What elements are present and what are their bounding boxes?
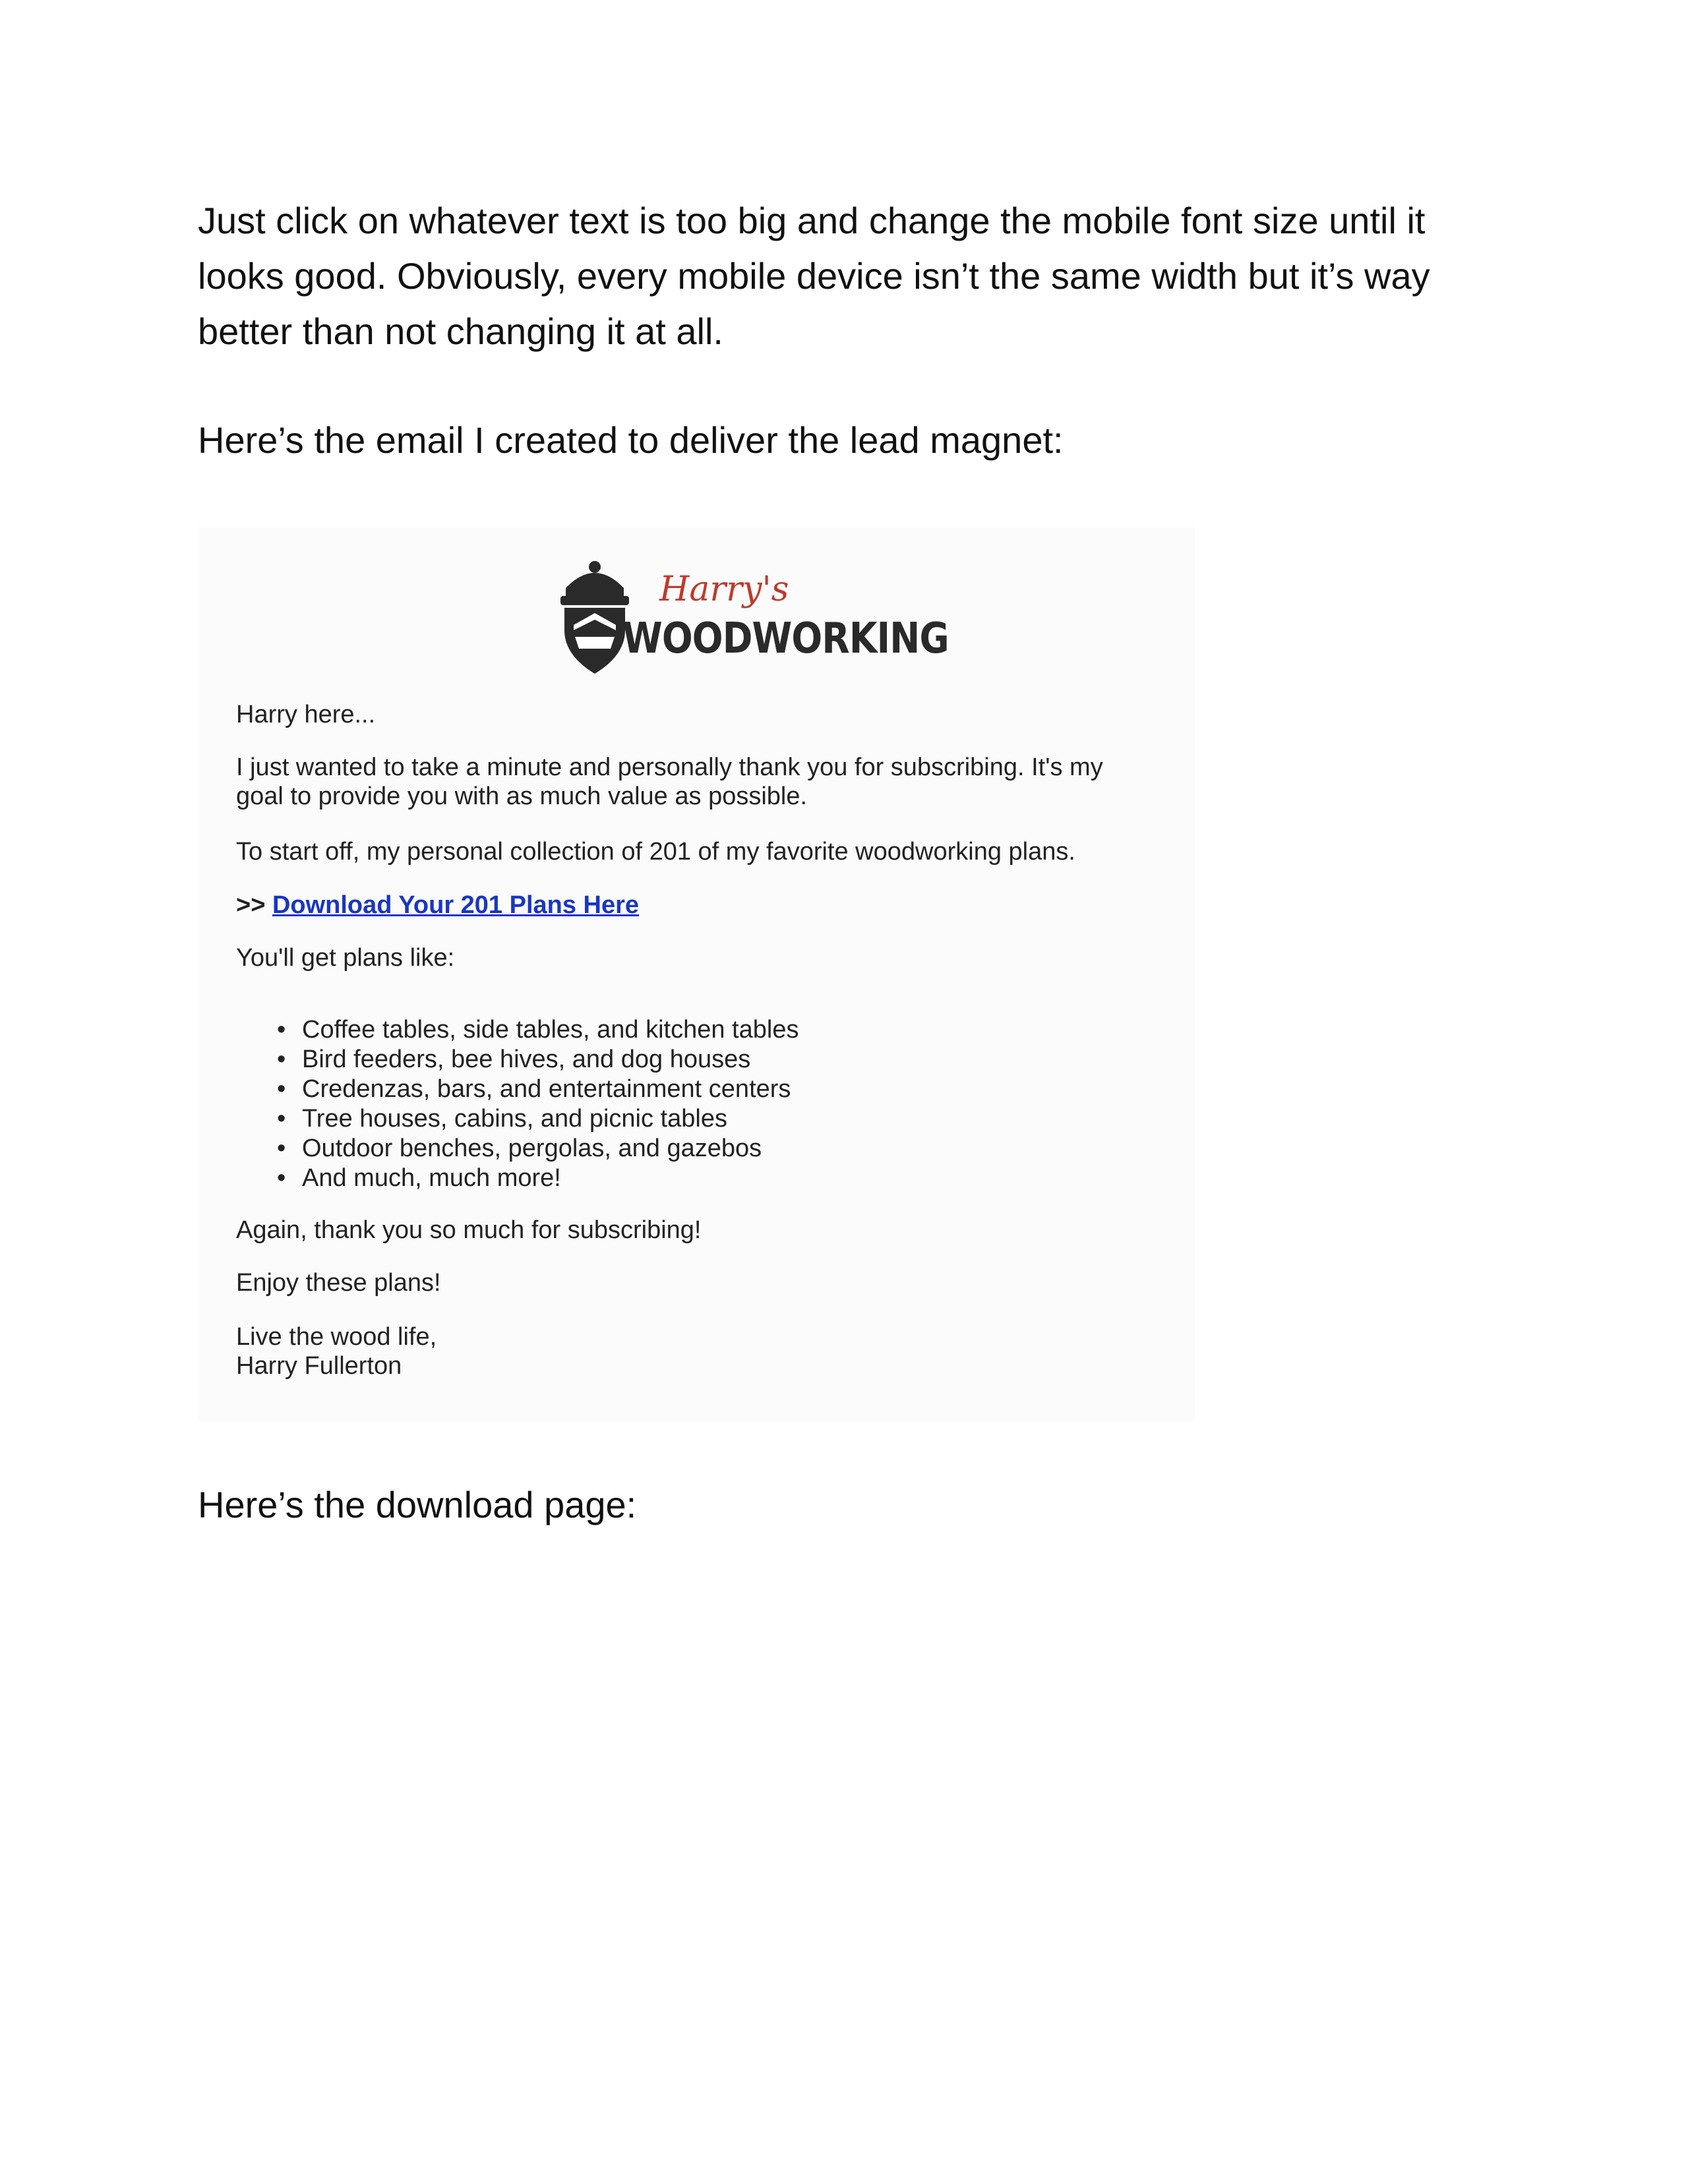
email-signoff-line-2: Harry Fullerton — [236, 1352, 402, 1380]
email-intro-line-2: goal to provide you with as much value as possible. — [236, 782, 808, 810]
link-prefix: >> — [236, 891, 266, 919]
email-intro-paragraph: Here’s the email I created to deliver the lead magnet: — [198, 419, 1064, 461]
plans-bullet-list — [277, 1015, 799, 1193]
list-item: • And much, much more! — [277, 1164, 799, 1193]
email-greeting: Harry here... — [236, 701, 376, 728]
email-intro-line-1: I just wanted to take a minute and personally thank you for subscribing. It's my — [236, 753, 1103, 781]
logo-wordmark: WOODWORKING — [622, 614, 949, 663]
list-item: • Coffee tables, side tables, and kitchen tables — [277, 1015, 799, 1045]
logo-script-text: Harry's — [659, 570, 789, 609]
intro-paragraph: Just click on whatever text is too big and change the mobile font size until it looks good. Obviously, every mobile device isn’t the same width but it’s way better than not changing it at all. — [198, 200, 1430, 352]
email-thanks: Again, thank you so much for subscribing! — [236, 1216, 702, 1244]
harrys-woodworking-logo — [554, 556, 949, 682]
list-item: • Bird feeders, bee hives, and dog houses — [277, 1045, 799, 1075]
download-page-paragraph: Here’s the download page: — [198, 1484, 637, 1525]
email-start-line: To start off, my personal collection of 201 of my favorite woodworking plans. — [236, 838, 1075, 866]
download-plans-link[interactable]: Download Your 201 Plans Here — [272, 891, 640, 919]
email-plans-intro: You'll get plans like: — [236, 944, 455, 972]
email-signoff-line-1: Live the wood life, — [236, 1323, 437, 1351]
list-item: • Outdoor benches, pergolas, and gazebos — [277, 1134, 799, 1164]
email-download-line — [236, 891, 639, 920]
email-enjoy: Enjoy these plans! — [236, 1269, 441, 1297]
list-item: • Credenzas, bars, and entertainment centers — [277, 1075, 799, 1104]
email-screenshot — [198, 527, 1195, 1421]
list-item: • Tree houses, cabins, and picnic tables — [277, 1104, 799, 1134]
